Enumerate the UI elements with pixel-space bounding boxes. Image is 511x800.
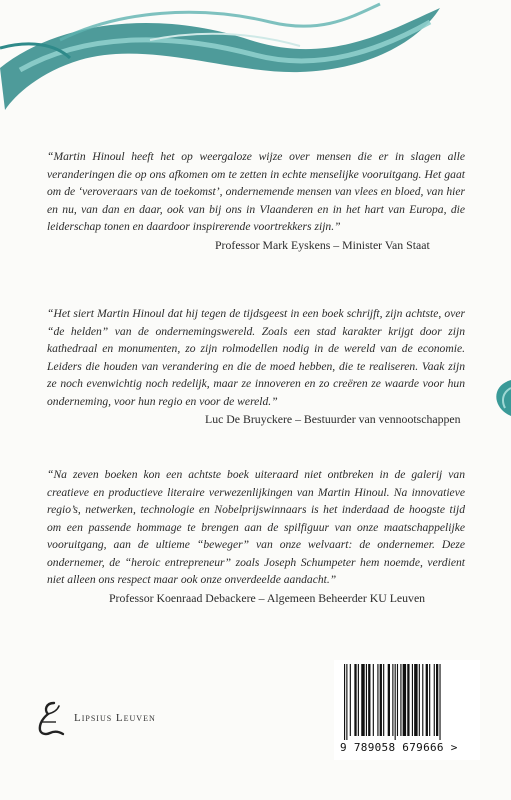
publisher [36,700,156,736]
barcode-bar [373,664,374,736]
quote-mark-eyskens [47,148,465,254]
barcode-bar [344,664,345,740]
quote-text: “Martin Hinoul heeft het op weergaloze wijze over mensen die er in slagen alle veranderingen die op ons afkomen om te zetten in echte menselijke vooruitgang. Het gaat om de ‘veroveraars van de toekomst’, ondernemende mensen van vlees en bloed, van hier en nu, van dan en daar, ook van bij ons in Vlaanderen en in het hart van Europa, die leiderschap tonen en daardoor inspirerende voortrekkers zijn.” [47,150,465,233]
barcode-bar [380,664,382,736]
publisher-name: Lipsius Leuven [74,712,156,724]
quote-attribution: Professor Koenraad Debackere – Algemeen Beheerder KU Leuven [109,590,426,605]
barcode-bar [366,664,367,736]
barcode-bar [400,664,401,736]
barcode-bar [361,664,364,736]
barcode-bars [342,664,472,740]
isbn-number: 9 789058 679666 > [340,741,458,754]
quote-text: “Het siert Martin Hinoul dat hij tegen de tijdsgeest in een boek schrijft, zijn achtste, over “de helden” van de ondernemingswereld. Zoals een stad karakter krijgt door zijn kathedraal en monumenten, zo zijn rolmodellen nodig in de wereld van de economie. Leiders die houden van verandering en die de moed hebben, die te realiseren. Vaak zijn ze noch evenwichtig noch redelijk, maar ze innoveren en zo creëren ze waarde voor hun onderneming, voor hun regio en voor de wereld.” [47,307,465,408]
barcode-bar [383,664,384,736]
quote-luc-de-bruyckere [47,305,465,429]
isbn-barcode [334,660,480,760]
barcode-bar [419,664,420,736]
barcode-bar [412,664,413,736]
barcode-bar [434,664,435,736]
quote-attribution: Professor Mark Eyskens – Minister Van Staat [215,237,430,252]
barcode-bar [395,664,396,740]
barcode-bar [403,664,406,736]
barcode-bar [422,664,423,736]
quote-text: “Na zeven boeken kon een achtste boek uiteraard niet ontbreken in de galerij van creatieve en productieve literaire verwezenlijkingen van Martin Hinoul. Na innovatieve regio’s, netwerken, technologie en Nobelprijswinnaars is het inderdaad de hoogste tijd om een passende hommage te brengen aan de spilfiguur van onze maatschappelijke vooruitgang, aan de ultieme “beweger” van onze welvaart: de ondernemer. Deze ondernemer, de “heroic entrepreneur” zoals Joseph Schumpeter hem noemde, verdient niet alleen ons respect maar ook onze onverdeelde aandacht.” [47,468,465,586]
lipsius-l-logo-icon [36,700,66,736]
decorative-swirl-ornament [0,0,511,110]
barcode-bar [354,664,356,736]
barcode-bar [368,664,370,736]
barcode-bar [388,664,390,736]
edge-swirl-ornament [491,378,511,428]
quote-attribution: Luc De Bruyckere – Bestuurder van vennootschappen [205,412,461,426]
barcode-bar [377,664,378,736]
barcode-bar [426,664,428,736]
barcode-bar [350,664,351,736]
barcode-bar [407,664,409,736]
barcode-bar [436,664,438,736]
barcode-bar [346,664,347,740]
barcode-bar [429,664,430,736]
barcode-bar [392,664,393,736]
barcode-bar [397,664,398,736]
barcode-bar [439,664,440,740]
quote-koenraad-debackere [47,466,465,607]
barcode-bar [414,664,417,736]
barcode-bar [358,664,359,736]
